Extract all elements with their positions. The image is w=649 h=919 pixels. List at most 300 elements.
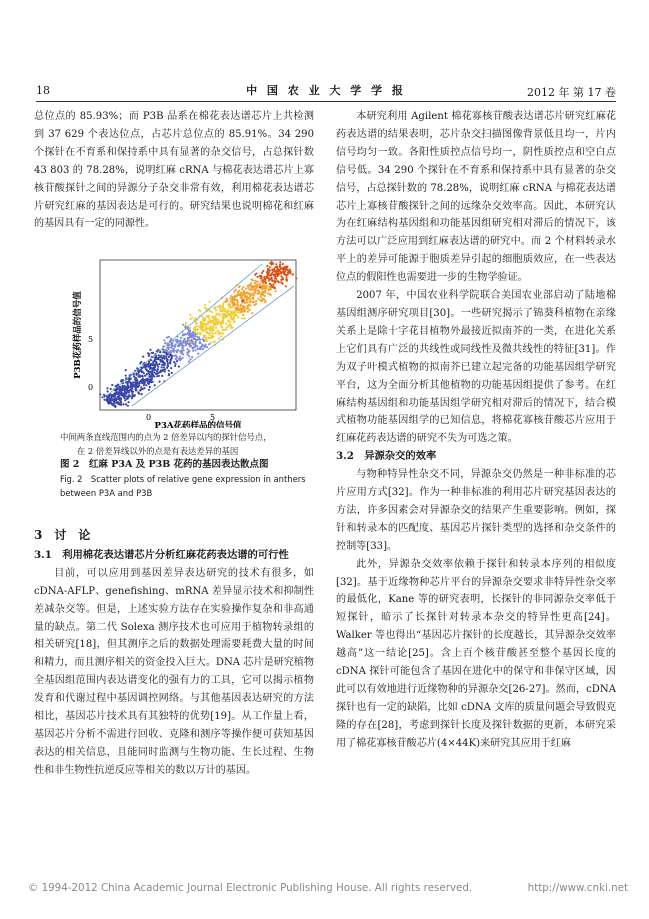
scatter-point [285, 277, 287, 279]
copyright-footer [28, 882, 628, 894]
scatter-point [164, 370, 166, 372]
scatter-point [185, 343, 187, 345]
scatter-point [233, 321, 235, 323]
scatter-point [251, 278, 253, 280]
scatter-point [221, 327, 223, 329]
scatter-point [167, 348, 169, 350]
paragraph: 本研究利用 Agilent 棉花寡核苷酸表达谱芯片研究红麻花药表达谱的结果表明，芯片杂交扫描图像背景低且均一，片内信号均匀一致。各阳性质控点信号均一，阴性质控点和空白点信号低。34 290 个探针在不育系和保持系中具有显著的杂交信号，占总探针数的 78.28%，说明红麻 cRNA 与棉花表达谱芯片上寡核苷酸探针之间的远缘杂交效率高。因此，本研究认为在红麻结构基因组和功能基因组研究相对滞后的情况下，该方法可以广泛应用到红麻表达谱的研究中。而 2 个材料转录水平上的差异可能源于胞质差异引起的细胞质效应，在一些表达位点的假阳性也需要进一步的生物学验证。 [336, 111, 616, 284]
scatter-point [254, 292, 256, 294]
scatter-point [135, 374, 137, 376]
scatter-point [123, 393, 125, 395]
scatter-point [246, 302, 248, 304]
caption-chinese: 图 2 红麻 P3A 及 P3B 花药的基因表达散点图 [60, 459, 269, 470]
scatter-point [257, 298, 259, 300]
scatter-point [158, 354, 160, 356]
scatter-point [251, 285, 253, 287]
scatter-point [270, 288, 272, 290]
scatter-point [169, 362, 171, 364]
scatter-point [148, 375, 150, 377]
scatter-point [182, 357, 184, 359]
scatter-point [157, 349, 159, 351]
scatter-point [186, 354, 188, 356]
scatter-point [196, 345, 198, 347]
scatter-point [161, 375, 163, 377]
scatter-point [263, 298, 265, 300]
scatter-point [248, 289, 250, 291]
scatter-point [191, 356, 193, 358]
scatter-point [229, 323, 231, 325]
scatter-point [175, 358, 177, 360]
scatter-point [249, 301, 251, 303]
scatter-point [170, 346, 172, 348]
scatter-point [148, 355, 150, 357]
scatter-point [142, 356, 144, 358]
scatter-point [160, 355, 162, 357]
scatter-point [200, 348, 202, 350]
scatter-point [230, 315, 232, 317]
scatter-point [154, 384, 156, 386]
scatter-point [225, 311, 227, 313]
scatter-point [236, 299, 238, 301]
scatter-point [138, 376, 140, 378]
scatter-point [212, 335, 214, 337]
scatter-point [130, 382, 132, 384]
scatter-point [146, 368, 148, 370]
scatter-point [99, 393, 101, 395]
scatter-point [267, 268, 269, 270]
scatter-point [127, 405, 129, 407]
scatter-point [289, 269, 291, 271]
scatter-point [209, 310, 211, 312]
scatter-point [230, 313, 232, 315]
scatter-point [142, 381, 144, 383]
scatter-point [198, 332, 200, 334]
scatter-point [240, 294, 242, 296]
scatter-point [115, 390, 117, 392]
scatter-point [193, 343, 195, 345]
scatter-point [269, 293, 271, 295]
scatter-point [248, 293, 250, 295]
scatter-point [222, 316, 224, 318]
scatter-point [237, 316, 239, 318]
scatter-point [233, 302, 235, 304]
scatter-point [247, 311, 249, 313]
scatter-point [189, 329, 191, 331]
scatter-point [138, 371, 140, 373]
scatter-point [268, 286, 270, 288]
scatter-point [223, 329, 225, 331]
scatter-point [197, 353, 199, 355]
scatter-point [244, 302, 246, 304]
scatter-point [267, 292, 269, 294]
scatter-point [245, 299, 247, 301]
scatter-point [192, 350, 194, 352]
scatter-point [186, 348, 188, 350]
scatter-point [270, 278, 272, 280]
scatter-point [178, 344, 180, 346]
scatter-point [106, 399, 108, 401]
series-point [108, 402, 111, 405]
scatter-point [125, 381, 127, 383]
journal-title: 中 国 农 业 大 学 学 报 [246, 84, 406, 97]
scatter-point [157, 366, 159, 368]
scatter-point [203, 323, 205, 325]
scatter-point [178, 340, 180, 342]
scatter-point [182, 347, 184, 349]
scatter-point [252, 297, 254, 299]
scatter-point [203, 339, 205, 341]
scatter-point [158, 375, 160, 377]
scatter-point [255, 288, 257, 290]
scatter-point [138, 381, 140, 383]
scatter-point [189, 345, 191, 347]
scatter-point [245, 287, 247, 289]
scatter-point [151, 372, 153, 374]
y-tick-label: 0 [88, 383, 94, 392]
scatter-point [213, 307, 215, 309]
scatter-point [146, 373, 148, 375]
series-point [170, 354, 173, 357]
scatter-point [206, 315, 208, 317]
series-point [241, 300, 244, 303]
scatter-point [128, 394, 130, 396]
scatter-point [134, 394, 136, 396]
scatter-point [269, 262, 271, 264]
scatter-point [119, 400, 121, 402]
scatter-point [259, 275, 261, 277]
scatter-point [283, 267, 285, 269]
scatter-point [154, 356, 156, 358]
scatter-point [210, 342, 212, 344]
scatter-point [210, 328, 212, 330]
scatter-point [109, 394, 111, 396]
scatter-point [182, 353, 184, 355]
scatter-point [234, 310, 236, 312]
scatter-point [179, 350, 181, 352]
scatter-point [189, 314, 191, 316]
scatter-point [200, 326, 202, 328]
scatter-point [151, 376, 153, 378]
scatter-point [154, 360, 156, 362]
series-point [223, 313, 226, 316]
scatter-point [176, 342, 178, 344]
scatter-point [235, 289, 237, 291]
series-point [259, 286, 262, 289]
scatter-point [239, 305, 241, 307]
scatter-point [256, 276, 258, 278]
scatter-point [149, 379, 151, 381]
scatter-point [153, 371, 155, 373]
scatter-point [187, 338, 189, 340]
scatter-point [231, 318, 233, 320]
scatter-point [193, 327, 195, 329]
scatter-point [207, 321, 209, 323]
scatter-point [230, 327, 232, 329]
scatter-point [141, 375, 143, 377]
scatter-point [174, 346, 176, 348]
scatter-point [128, 379, 130, 381]
scatter-point [210, 332, 212, 334]
scatter-point [162, 370, 164, 372]
scatter-point [266, 285, 268, 287]
scatter-point [208, 318, 210, 320]
scatter-point [244, 310, 246, 312]
scatter-point [202, 318, 204, 320]
scatter-point [261, 272, 263, 274]
scatter-point [164, 342, 166, 344]
scatter-point [195, 349, 197, 351]
scatter-point [215, 314, 217, 316]
series-point [286, 266, 289, 269]
scatter-point [219, 315, 221, 317]
scatter-point [167, 365, 169, 367]
scatter-point [255, 300, 257, 302]
scatter-point [206, 340, 208, 342]
scatter-point [255, 272, 257, 274]
scatter-point [208, 337, 210, 339]
scatter-point [266, 272, 268, 274]
scatter-point [140, 389, 142, 391]
scatter-point [196, 323, 198, 325]
figure-caption [60, 430, 310, 500]
scatter-point [259, 283, 261, 285]
scatter-point [150, 366, 152, 368]
paragraph: 目前，可以应用到基因差异表达研究的技术有很多，如 cDNA-AFLP、genefishing、mRNA 差异显示技术和抑制性差减杂交等。但是，上述实验方法存在实验操作复杂和非高通量的缺点。第二代 Solexa 测序技术也可应用于植物转录组的相关研究[18]，但其测序之后的数据处理需要耗费大量的时间和精力，而且测序相关的资金投入巨大。DNA 芯片是研究植物全基因组范围内表达谱变化的强有力的工具，它可以揭示植物发育和代谢过程中基因调控网络。与其他基因表达研究的方法相比，基因芯片技术具有其独特的优势[19]。从工作量上看，基因芯片分析不需进行回收、克隆和测序等操作便可获知基因表达的相关信息，且能同时监测与生物功能、生长过程、生物性和非生物性抗逆反应等相关的数以万计的基因。 [34, 567, 314, 776]
scatter-point [272, 272, 274, 274]
scatter-point [165, 353, 167, 355]
scatter-point [254, 304, 256, 306]
scatter-point [127, 386, 129, 388]
scatter-point [237, 311, 239, 313]
scatter-point [183, 338, 185, 340]
scatter-point [232, 299, 234, 301]
scatter-point [295, 277, 297, 279]
scatter-point [208, 343, 210, 345]
scatter-point [252, 294, 254, 296]
scatter-point [211, 311, 213, 313]
scatter-point [280, 267, 282, 269]
scatter-point [201, 345, 203, 347]
scatter-point [125, 375, 127, 377]
scatter-point [188, 350, 190, 352]
scatter-point [221, 306, 223, 308]
scatter-point [106, 387, 108, 389]
scatter-point [227, 319, 229, 321]
x-axis-label: P3A花药样品的信号值 [154, 421, 242, 428]
scatter-point [191, 339, 193, 341]
scatter-point [184, 326, 186, 328]
scatter-point [170, 359, 172, 361]
year-volume: 2012 年 第 17 卷 [527, 86, 616, 99]
series-point [188, 341, 191, 344]
scatter-point [243, 291, 245, 293]
scatter-point [215, 332, 217, 334]
scatter-point [266, 276, 268, 278]
scatter-point [123, 396, 125, 398]
scatter-point [140, 369, 142, 371]
scatter-point [236, 303, 238, 305]
scatter-point [167, 362, 169, 364]
scatter-point [148, 373, 150, 375]
scatter-point [123, 403, 125, 405]
scatter-point [182, 345, 184, 347]
scatter-point [268, 279, 270, 281]
scatter-point [194, 335, 196, 337]
scatter-point [188, 360, 190, 362]
scatter-point [209, 325, 211, 327]
scatter-point [140, 361, 142, 363]
scatter-point [149, 349, 151, 351]
scatter-point [176, 360, 178, 362]
scatter-point [168, 373, 170, 375]
scatter-point [198, 348, 200, 350]
scatter-point [168, 356, 170, 358]
scatter-point [280, 279, 282, 281]
scatter-point [170, 338, 172, 340]
scatter-point [127, 384, 129, 386]
scatter-point [127, 381, 129, 383]
scatter-point [148, 383, 150, 385]
x-tick-label: 0 [146, 413, 152, 422]
scatter-point [107, 390, 109, 392]
scatter-point [157, 368, 159, 370]
scatter-point [283, 270, 285, 272]
footer-url: http://www.cnki.net [527, 882, 628, 894]
scatter-point [168, 336, 170, 338]
scatter-point [158, 358, 160, 360]
series-point [277, 272, 280, 275]
scatter-point [187, 332, 189, 334]
scatter-point [275, 290, 277, 292]
scatter-point [152, 352, 154, 354]
scatter-point [249, 298, 251, 300]
scatter-point [165, 349, 167, 351]
scatter-point [170, 352, 172, 354]
scatter-point [133, 374, 135, 376]
scatter-point [269, 266, 271, 268]
scatter-point [225, 323, 227, 325]
scatter-point [244, 296, 246, 298]
scatter-point [117, 402, 119, 404]
caption-english: Fig. 2 Scatter plots of relative gene expression in anthers between P3A and P3B [60, 474, 306, 498]
scatter-point [254, 280, 256, 282]
paragraph: 2007 年，中国农业科学院联合美国农业部启动了陆地棉基因组测序研究项目[30]。一些研究揭示了锦葵科植物在亲缘关系上是除十字花目植物外最接近拟南芥的一类，在进化关系上它们具有广泛的共线性或同线性及微共线性的特征[31]。作为双子叶模式植物的拟南芥已建立起完备的功能基因组学研究平台，这为全面分析其他植物的功能基因组提供了参考。在红麻结构基因组和功能基因组学研究相对滞后的情况下，结合模式植物功能基因组学的已知信息，将棉花寡核苷酸芯片应用于红麻花药表达谱的研究不失为可选之策。 [336, 290, 616, 445]
scatter-point [185, 322, 187, 324]
scatter-point [282, 283, 284, 285]
copyright-text: © 1994-2012 China Academic Journal Electronic Publishing House. All rights reserved. [28, 882, 473, 894]
scatter-point [222, 320, 224, 322]
scatter-point [110, 397, 112, 399]
scatter-point [262, 270, 264, 272]
scatter-point [135, 380, 137, 382]
scatter-point [275, 278, 277, 280]
scatter-point [218, 338, 220, 340]
scatter-point [247, 285, 249, 287]
scatter-point [175, 339, 177, 341]
scatter-point [121, 389, 123, 391]
scatter-point [264, 295, 266, 297]
scatter-point [189, 358, 191, 360]
scatter-point [158, 381, 160, 383]
scatter-point [215, 322, 217, 324]
scatter-point [128, 391, 130, 393]
scatter-point [221, 309, 223, 311]
scatter-point [183, 333, 185, 335]
scatter-point [117, 388, 119, 390]
scatter-point [277, 280, 279, 282]
scatter-point [204, 307, 206, 309]
scatter-point [168, 370, 170, 372]
scatter-point [251, 312, 253, 314]
series-point [125, 388, 128, 391]
scatter-point [199, 341, 201, 343]
caption-note: 中间两条直线范围内的点为 2 倍差异以内的探针信号点， [60, 432, 272, 442]
scatter-point [149, 364, 151, 366]
paragraph: 与物种特异性杂交不同，异源杂交仍然是一种非标准的芯片应用方式[32]。作为一种非标准的利用芯片研究基因表达的方法，许多因素会对异源杂交的结果产生重要影响。例如，探针和转录本的匹配度、基因芯片探针类型的选择和杂交条件的控制等[33]。 [336, 469, 616, 552]
scatter-point [229, 310, 231, 312]
scatter-point [103, 394, 105, 396]
scatter-point [227, 304, 229, 306]
scatter-point [179, 359, 181, 361]
scatter-point [287, 271, 289, 273]
paragraph: 此外，异源杂交效率依赖于探针和转录本序列的相似度[32]。基于近缘物种芯片平台的异源杂交要求非特异性杂交率的最低化，Kane 等的研究表明，长探针的非同源杂交率低于短探针，暗示了长探针对转录本杂交的特异性更高[24]。Walker 等也得出“基因芯片探针的长度越长，其异源杂交效率越高”这一结论[25]。含上百个核苷酸甚至整个基因长度的 cDNA 探针可能包含了基因在进化中的保守和非保守区域，因此可以有效地进行近缘物种的异源杂交[26-27]。然而，cDNA 探针也有一定的缺陷，比如 cDNA 文库的质量问题会导致假克隆的存在[28]，考虑到探针长度及探针数据的更新，本研究采用了棉花寡核苷酸芯片(4×44K)来研究其应用于红麻 [336, 558, 616, 749]
scatter-point [205, 344, 207, 346]
scatter-point [260, 296, 262, 298]
scatter-point [172, 348, 174, 350]
scatter-point [249, 295, 251, 297]
scatter-point [112, 399, 114, 401]
scatter-point [114, 405, 116, 407]
scatter-point [118, 395, 120, 397]
scatter-point [117, 398, 119, 400]
scatter-point [241, 297, 243, 299]
scatter-point [128, 401, 130, 403]
scatter-plot [44, 258, 314, 428]
scatter-point [268, 289, 270, 291]
scatter-point [242, 311, 244, 313]
scatter-point [166, 360, 168, 362]
scatter-point [137, 385, 139, 387]
scatter-point [242, 294, 244, 296]
scatter-point [171, 372, 173, 374]
left-column-bottom [34, 521, 314, 780]
scatter-point [158, 363, 160, 365]
scatter-point [174, 363, 176, 365]
scatter-point [147, 352, 149, 354]
scatter-point [206, 332, 208, 334]
scatter-point [110, 388, 112, 390]
scatter-point [193, 331, 195, 333]
scatter-point [270, 275, 272, 277]
scatter-point [144, 375, 146, 377]
scatter-point [241, 317, 243, 319]
scatter-point [292, 273, 294, 275]
scatter-point [247, 297, 249, 299]
scatter-point [125, 369, 127, 371]
header-rule [36, 101, 616, 102]
scatter-point [227, 315, 229, 317]
scatter-point [145, 384, 147, 386]
right-column [336, 108, 616, 753]
scatter-point [225, 316, 227, 318]
scatter-point [239, 308, 241, 310]
scatter-point [233, 315, 235, 317]
scatter-point [189, 327, 191, 329]
scatter-point [110, 402, 112, 404]
page-number: 18 [36, 84, 50, 97]
scatter-point [125, 403, 127, 405]
scatter-point [229, 321, 231, 323]
